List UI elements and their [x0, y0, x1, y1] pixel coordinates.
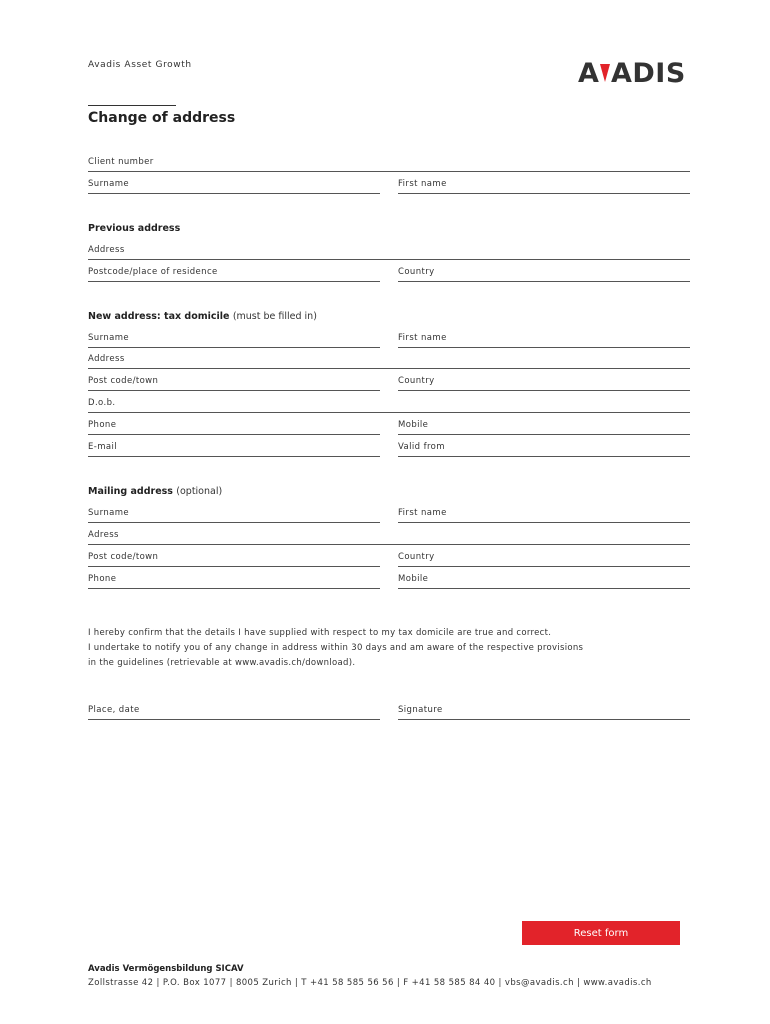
previous-postcode-field[interactable]: [88, 267, 380, 282]
mailing-first-name-field[interactable]: [398, 508, 690, 523]
title-rule: [88, 105, 176, 106]
phone-field[interactable]: [88, 420, 380, 435]
previous-address-field[interactable]: [88, 245, 690, 260]
mailing-first-name-label: First name: [398, 508, 447, 518]
declaration-line: in the guidelines (retrievable at www.avadis.ch/download).: [88, 658, 356, 668]
svg-text:ADIS: ADIS: [611, 58, 686, 88]
dob-label: D.o.b.: [88, 398, 116, 408]
mailing-country-label: Country: [398, 552, 435, 562]
new-surname-label: Surname: [88, 333, 130, 343]
email-field[interactable]: [88, 442, 380, 457]
phone-label: Phone: [88, 420, 117, 430]
first-name-label: First name: [398, 179, 447, 189]
new-first-name-field[interactable]: [398, 333, 690, 348]
first-name-field[interactable]: [398, 179, 690, 194]
surname-label: Surname: [88, 179, 130, 189]
declaration-line: I undertake to notify you of any change in address within 30 days and am aware of the respective provisions: [88, 643, 584, 653]
client-number-label: Client number: [88, 157, 154, 167]
mobile-label: Mobile: [398, 420, 429, 430]
declaration-text: [88, 626, 648, 671]
mailing-address-label: Adress: [88, 530, 119, 540]
new-address-heading-text: New address: tax domicile: [88, 311, 230, 322]
previous-address-heading: Previous address: [88, 223, 181, 234]
surname-field[interactable]: [88, 179, 380, 194]
new-first-name-label: First name: [398, 333, 447, 343]
new-country-field[interactable]: [398, 376, 690, 391]
mailing-address-note: (optional): [176, 486, 223, 497]
mailing-surname-field[interactable]: [88, 508, 380, 523]
mailing-postcode-field[interactable]: [88, 552, 380, 567]
new-address-field[interactable]: [88, 354, 690, 369]
footer-contact: Zollstrasse 42 | P.O. Box 1077 | 8005 Zurich | T +41 58 585 56 56 | F +41 58 585 84 40 | vbs@avadis.ch | www.avadis.ch: [88, 978, 652, 988]
client-number-field[interactable]: [88, 157, 690, 172]
mailing-mobile-field[interactable]: [398, 574, 690, 589]
previous-postcode-label: Postcode/place of residence: [88, 267, 218, 277]
place-date-label: Place, date: [88, 705, 140, 715]
dob-field[interactable]: [88, 398, 690, 413]
new-country-label: Country: [398, 376, 435, 386]
new-surname-field[interactable]: [88, 333, 380, 348]
mailing-address-field[interactable]: [88, 530, 690, 545]
signature-field[interactable]: [398, 705, 690, 720]
header-label: Avadis Asset Growth: [88, 60, 192, 70]
page-title: Change of address: [88, 110, 236, 126]
place-date-field[interactable]: [88, 705, 380, 720]
new-address-note: (must be filled in): [232, 311, 317, 322]
mobile-field[interactable]: [398, 420, 690, 435]
new-postcode-label: Post code/town: [88, 376, 159, 386]
previous-country-label: Country: [398, 267, 435, 277]
mailing-mobile-label: Mobile: [398, 574, 429, 584]
mailing-postcode-label: Post code/town: [88, 552, 159, 562]
new-address-label: Address: [88, 354, 125, 364]
footer-company: Avadis Vermögensbildung SICAV: [88, 964, 244, 974]
email-label: E-mail: [88, 442, 118, 452]
mailing-address-heading: [88, 486, 222, 497]
mailing-country-field[interactable]: [398, 552, 690, 567]
avadis-logo: [578, 56, 690, 88]
new-postcode-field[interactable]: [88, 376, 380, 391]
mailing-phone-field[interactable]: [88, 574, 380, 589]
mailing-address-heading-text: Mailing address: [88, 486, 173, 497]
svg-text:A: A: [578, 58, 600, 88]
declaration-line: I hereby confirm that the details I have supplied with respect to my tax domicile are true and correct.: [88, 628, 552, 638]
signature-label: Signature: [398, 705, 443, 715]
new-address-heading: [88, 311, 317, 322]
mailing-surname-label: Surname: [88, 508, 130, 518]
previous-country-field[interactable]: [398, 267, 690, 282]
valid-from-field[interactable]: [398, 442, 690, 457]
mailing-phone-label: Phone: [88, 574, 117, 584]
reset-form-button[interactable]: Reset form: [522, 921, 680, 945]
valid-from-label: Valid from: [398, 442, 445, 452]
previous-address-label: Address: [88, 245, 125, 255]
